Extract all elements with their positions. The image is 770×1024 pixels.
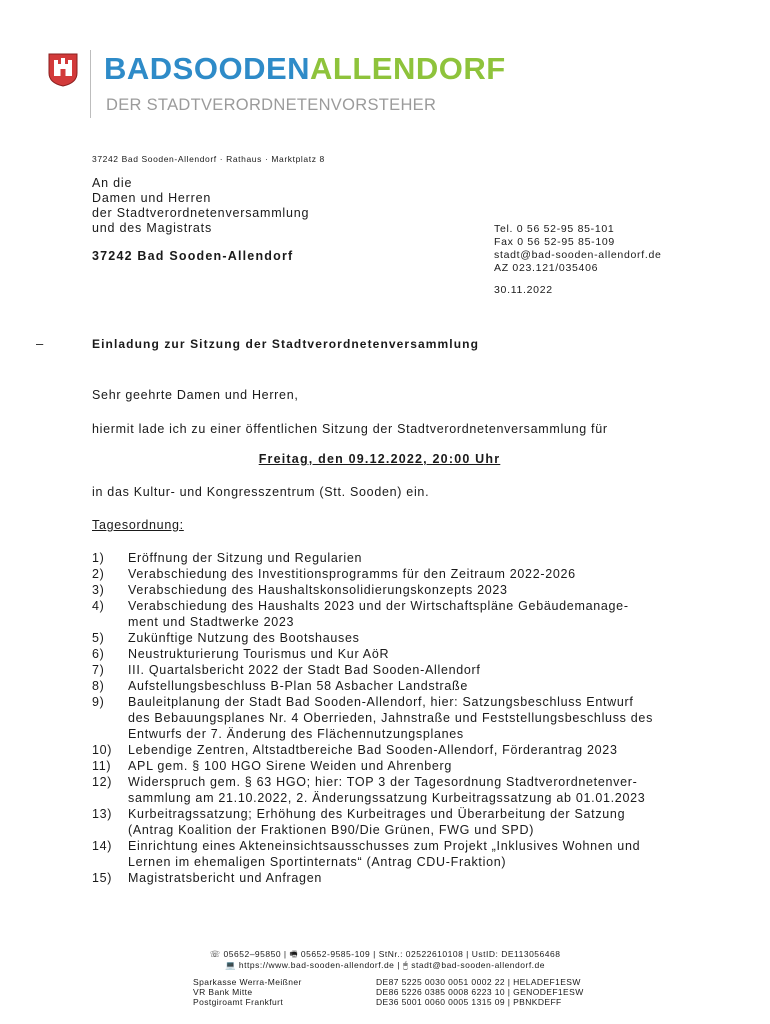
bank-names xyxy=(193,977,302,1007)
bank-name: Sparkasse Werra-Meißner xyxy=(193,977,302,987)
bank-name: VR Bank Mitte xyxy=(193,987,253,997)
meeting-date: Freitag, den 09.12.2022, 20:00 Uhr xyxy=(258,452,501,466)
phone-number: Tel. 0 56 52-95 85-101 xyxy=(494,223,615,235)
sender-line: 37242 Bad Sooden-Allendorf · Rathaus · Marktplatz 8 xyxy=(92,154,325,164)
letter-date: 30.11.2022 xyxy=(494,284,553,296)
agenda-item xyxy=(92,870,692,886)
bank-iban: DE36 5001 0060 0005 1315 09 | PBNKDEFF xyxy=(376,997,562,1007)
agenda-heading: Tagesordnung: xyxy=(92,518,184,532)
footer-phone-line: ☏ 05652–95850 | 🖷 05652-9585-109 | StNr.: 02522610108 | UstID: DE113056468 xyxy=(209,949,561,959)
fax-number: Fax 0 56 52-95 85-109 xyxy=(494,236,615,248)
agenda-item xyxy=(92,662,692,678)
agenda-item-text: Verabschiedung des Haushalts 2023 und der Wirtschaftspläne Gebäudemanage- xyxy=(128,599,629,613)
brand-part-allendorf: ALLENDORF xyxy=(310,51,506,86)
agenda-item xyxy=(92,838,692,870)
agenda-item-text: Zukünftige Nutzung des Bootshauses xyxy=(128,631,360,645)
agenda-item-number: 13) xyxy=(92,807,113,821)
greeting: Sehr geehrte Damen und Herren, xyxy=(92,388,299,402)
agenda-item-text: Lebendige Zentren, Altstadtbereiche Bad Sooden-Allendorf, Förderantrag 2023 xyxy=(128,743,618,757)
agenda-item-text: Neustrukturierung Tourismus und Kur AöR xyxy=(128,647,390,661)
agenda-item xyxy=(92,582,692,598)
agenda-item-text: III. Quartalsbericht 2022 der Stadt Bad Sooden-Allendorf xyxy=(128,663,481,677)
subject-line: Einladung zur Sitzung der Stadtverordnetenversammlung xyxy=(92,337,480,351)
recipient-line: An die xyxy=(92,176,133,190)
agenda-item-number: 1) xyxy=(92,551,105,565)
agenda-item-number: 12) xyxy=(92,775,113,789)
agenda-item-number: 4) xyxy=(92,599,105,613)
agenda-item-text: Entwurfs der 7. Änderung des Flächennutzungsplanes xyxy=(128,727,464,741)
agenda-item-number: 8) xyxy=(92,679,105,693)
agenda-item xyxy=(92,678,692,694)
agenda-item-text: Lernen im ehemaligen Sportinternats“ (Antrag CDU-Fraktion) xyxy=(128,855,507,869)
letterhead-subtitle: DER STADTVERORDNETENVORSTEHER xyxy=(106,96,437,114)
agenda-item-text: Kurbeitragssatzung; Erhöhung des Kurbeitrages und Überarbeitung der Satzung xyxy=(128,807,626,821)
agenda-item xyxy=(92,646,692,662)
recipient-line: Damen und Herren xyxy=(92,191,212,205)
agenda-item xyxy=(92,694,692,742)
email-address: stadt@bad-sooden-allendorf.de xyxy=(494,249,662,261)
agenda-item xyxy=(92,758,692,774)
file-reference: AZ 023.121/035406 xyxy=(494,262,599,274)
recipient-line: und des Magistrats xyxy=(92,221,213,235)
agenda-item-text: Verabschiedung des Investitionsprogramms für den Zeitraum 2022-2026 xyxy=(128,567,576,581)
agenda-item-text: des Bebauungsplanes Nr. 4 Oberrieden, Jahnstraße und Feststellungsbeschluss des xyxy=(128,711,654,725)
agenda-item-text: Widerspruch gem. § 63 HGO; hier: TOP 3 der Tagesordnung Stadtverordnetenver- xyxy=(128,775,638,789)
agenda-item-number: 14) xyxy=(92,839,113,853)
agenda-item-number: 11) xyxy=(92,759,112,773)
brand-part-bad: BAD xyxy=(104,51,173,86)
agenda-item-number: 2) xyxy=(92,567,105,581)
agenda-item-number: 10) xyxy=(92,743,113,757)
contact-block xyxy=(494,223,662,275)
agenda-item xyxy=(92,742,692,758)
recipient-address xyxy=(92,176,309,236)
agenda-item-text: ment und Stadtwerke 2023 xyxy=(128,615,295,629)
agenda-item-number: 9) xyxy=(92,695,105,709)
agenda-item-text: Eröffnung der Sitzung und Regularien xyxy=(128,551,363,565)
brand-logo xyxy=(104,50,506,88)
agenda-item xyxy=(92,550,692,566)
agenda-item-number: 15) xyxy=(92,871,113,885)
agenda-item xyxy=(92,598,692,630)
letterhead-divider xyxy=(90,50,91,118)
agenda-item-text: Verabschiedung des Haushaltskonsolidierungskonzepts 2023 xyxy=(128,583,508,597)
fold-mark: – xyxy=(36,336,44,351)
bank-name: Postgiroamt Frankfurt xyxy=(193,997,284,1007)
agenda-item-text: Einrichtung eines Akteneinsichtsausschusses zum Projekt „Inklusives Wohnen und xyxy=(128,839,641,853)
agenda-item-number: 3) xyxy=(92,583,105,597)
agenda-item-number: 5) xyxy=(92,631,105,645)
agenda-item-number: 7) xyxy=(92,663,105,677)
meeting-place: in das Kultur- und Kongresszentrum (Stt. Sooden) ein. xyxy=(92,485,430,499)
agenda-item xyxy=(92,566,692,582)
bank-iban: DE86 5226 0385 0008 6223 10 | GENODEF1ESW xyxy=(376,987,584,997)
bank-accounts xyxy=(376,977,584,1007)
agenda-item-text: Aufstellungsbeschluss B-Plan 58 Asbacher Landstraße xyxy=(128,679,469,693)
agenda-item xyxy=(92,774,692,806)
coat-of-arms-icon xyxy=(48,53,78,87)
agenda-item-text: APL gem. § 100 HGO Sirene Weiden und Ahrenberg xyxy=(128,759,453,773)
agenda-item xyxy=(92,630,692,646)
agenda-item-text: Magistratsbericht und Anfragen xyxy=(128,871,323,885)
footer-web-line: 💻 https://www.bad-sooden-allendorf.de | 🖰 stadt@bad-sooden-allendorf.de xyxy=(224,960,546,970)
footer-contact xyxy=(0,949,770,971)
agenda-item xyxy=(92,806,692,838)
bank-iban: DE87 5225 0030 0051 0002 22 | HELADEF1ESW xyxy=(376,977,581,987)
agenda-list xyxy=(92,550,692,886)
agenda-item-text: (Antrag Koalition der Fraktionen B90/Die Grünen, FWG und SPD) xyxy=(128,823,535,837)
intro-paragraph: hiermit lade ich zu einer öffentlichen Sitzung der Stadtverordnetenversammlung für xyxy=(92,422,608,436)
recipient-line: der Stadtverordnetenversammlung xyxy=(92,206,310,220)
recipient-city: 37242 Bad Sooden-Allendorf xyxy=(92,249,294,263)
brand-part-sooden: SOODEN xyxy=(172,51,311,86)
agenda-item-text: Bauleitplanung der Stadt Bad Sooden-Allendorf, hier: Satzungsbeschluss Entwurf xyxy=(128,695,634,709)
agenda-item-text: sammlung am 21.10.2022, 2. Änderungssatzung Kurbeitragssatzung ab 01.01.2023 xyxy=(128,791,646,805)
agenda-item-number: 6) xyxy=(92,647,105,661)
